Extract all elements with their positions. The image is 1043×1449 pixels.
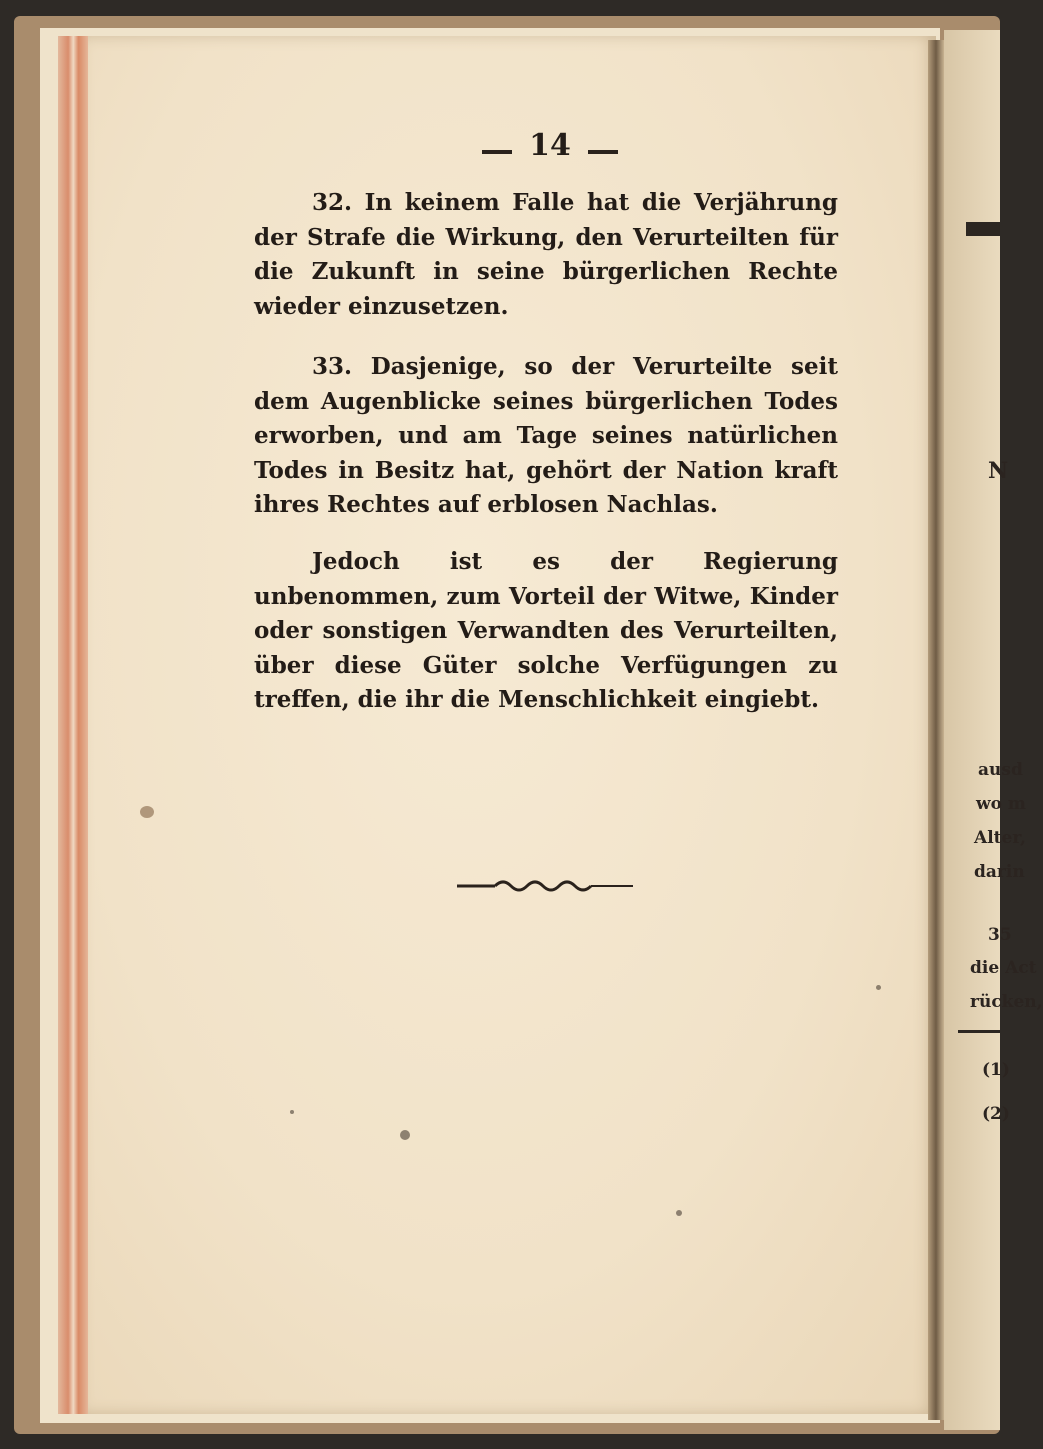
next-page-fragment: (2): [982, 1104, 1010, 1124]
ornament-divider: [455, 876, 635, 896]
next-page-edge: [944, 30, 1043, 1430]
paragraph-33: 33. Dasjenige, so der Verurteilte seit dem Augenblicke seines bürgerlichen Todes erworben, und am Tage seines natürlichen Todes in Besitz hat, gehört der Nation kraft ihres Rechtes auf erblosen Nachlas.: [254, 353, 838, 518]
page-number-dash-right: [588, 150, 618, 154]
next-page-rule-bottom: [958, 1030, 1000, 1033]
book-gutter: [928, 40, 944, 1420]
next-page-fragment: wo m: [976, 794, 1026, 814]
next-page-fragment: 35: [988, 925, 1012, 945]
next-page-fragment: N: [988, 458, 1009, 484]
paragraph-32: 32. In keinem Falle hat die Verjährung der Strafe die Wirkung, den Verurteilten für die Zukunft in seine bürgerlichen Rechte wieder einzusetzen.: [254, 189, 838, 320]
paper-speck: [140, 806, 154, 818]
next-page-fragment: die Act: [970, 958, 1037, 978]
paper-speck: [400, 1130, 410, 1140]
next-page-fragment: (1): [982, 1060, 1010, 1080]
page-number: 14: [529, 128, 571, 163]
paper-speck: [876, 985, 881, 990]
paper-speck: [290, 1110, 294, 1114]
next-page-fragment: ausd: [978, 760, 1023, 780]
next-page-rule-top: [966, 222, 1000, 236]
paper-speck: [676, 1210, 682, 1216]
next-page-fragment: Alter,: [974, 828, 1026, 848]
next-page-fragment: rücken,: [970, 992, 1043, 1012]
paragraph-jedoch: Jedoch ist es der Regierung unbenommen, zum Vorteil der Witwe, Kinder oder sonstigen Verwandten des Verurteilten, über diese Güter solche Verfügungen zu treffen, die ihr die Menschlichkeit eingiebt.: [254, 548, 838, 713]
next-page-fragment: darin: [974, 862, 1025, 882]
red-page-edge: [58, 36, 92, 1414]
